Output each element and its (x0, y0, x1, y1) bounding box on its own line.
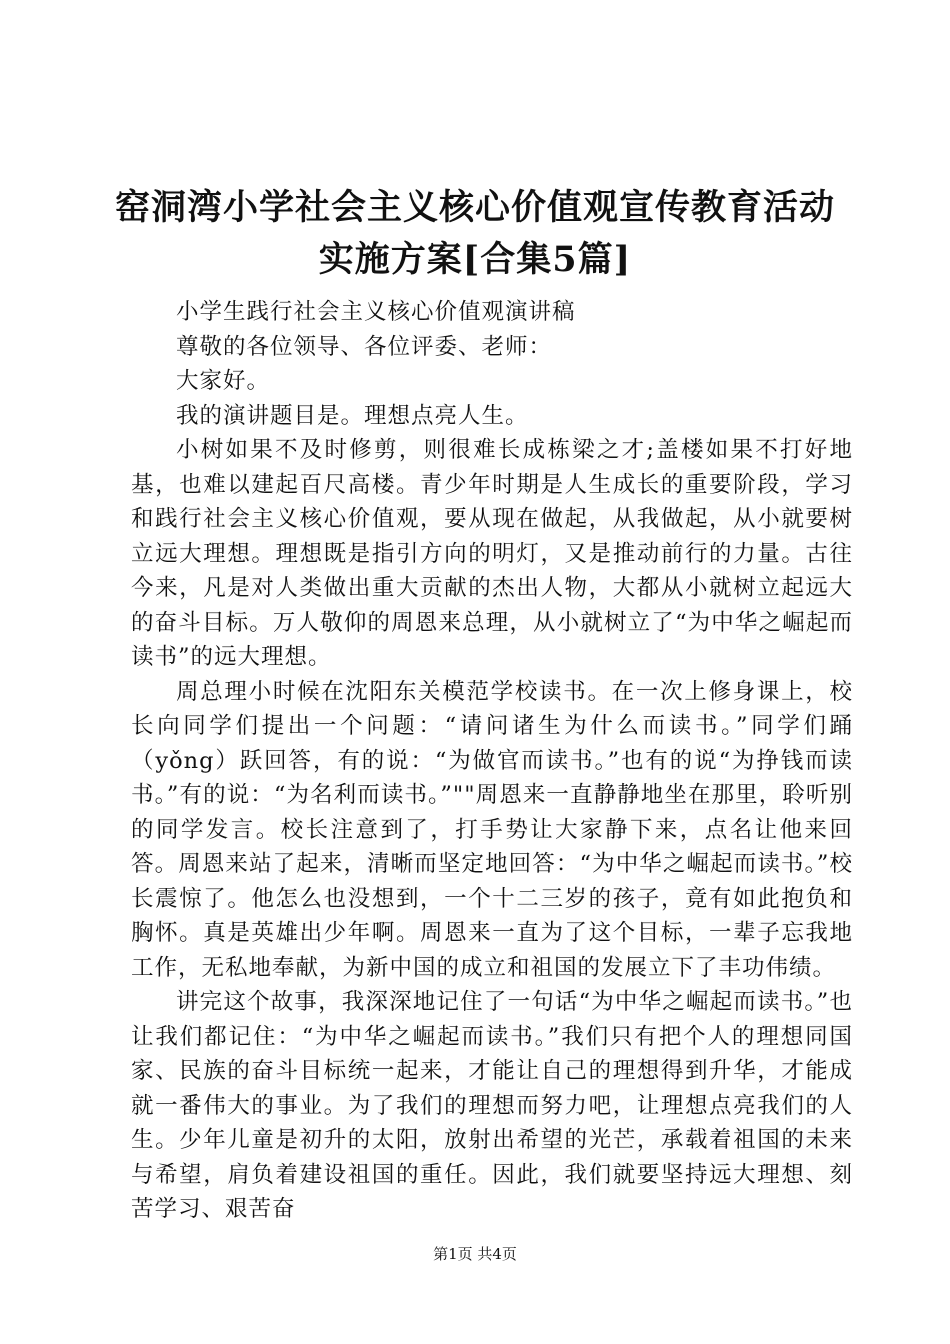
paragraph-body-1: 小树如果不及时修剪，则很难长成栋梁之才;盖楼如果不打好地基，也难以建起百尺高楼。青少年时期是人生成长的重要阶段，学习和践行社会主义核心价值观，要从现在做起，从我做起，从小就要树立远大理想。理想既是指引方向的明灯，又是推动前行的力量。古往今来，凡是对人类做出重大贡献的杰出人物，大都从小就树立起远大的奋斗目标。万人敬仰的周恩来总理，从小就树立了“为中华之崛起而读书”的远大理想。 (131, 437, 853, 670)
document-title-line-2: 实施方案[合集5篇] (318, 239, 632, 280)
paragraph-body-3: 讲完这个故事，我深深地记住了一句话“为中华之崛起而读书。”也让我们都记住：“为中华之崛起而读书。”我们只有把个人的理想同国家、民族的奋斗目标统一起来，才能让自己的理想得到升华，才能成就一番伟大的事业。为了我们的理想而努力吧，让理想点亮我们的人生。少年儿童是初升的太阳，放射出希望的光芒，承载着祖国的未来与希望，肩负着建设祖国的重任。因此，我们就要坚持远大理想、刻苦学习、艰苦奋 (131, 989, 853, 1222)
page-number-footer: 第1页 共4页 (433, 1245, 517, 1263)
document-title-line-1: 窑洞湾小学社会主义核心价值观宣传教育活动 (114, 187, 835, 228)
paragraph-topic: 我的演讲题目是。理想点亮人生。 (176, 402, 529, 429)
paragraph-salutation: 尊敬的各位领导、各位评委、老师： (176, 333, 553, 360)
paragraph-speech-heading: 小学生践行社会主义核心价值观演讲稿 (176, 299, 576, 325)
paragraph-body-2: 周总理小时候在沈阳东关模范学校读书。在一次上修身课上，校长向同学们提出一个问题：“请问诸生为什么而读书。”同学们踊（yǒng）跃回答，有的说：“为做官而读书。”也有的说“为挣钱而读书。”有的说：“为名利而读书。”""周恩来一直静静地坐在那里，聆听别的同学发言。校长注意到了，打手势让大家静下来，点名让他来回答。周恩来站了起来，清晰而坚定地回答：“为中华之崛起而读书。”校长震惊了。他怎么也没想到，一个十二三岁的孩子，竟有如此抱负和胸怀。真是英雄出少年啊。周恩来一直为了这个目标，一辈子忘我地工作，无私地奉献，为新中国的成立和祖国的发展立下了丰功伟绩。 (131, 678, 853, 981)
document-body (131, 295, 853, 1227)
paragraph-greeting: 大家好。 (176, 368, 271, 394)
